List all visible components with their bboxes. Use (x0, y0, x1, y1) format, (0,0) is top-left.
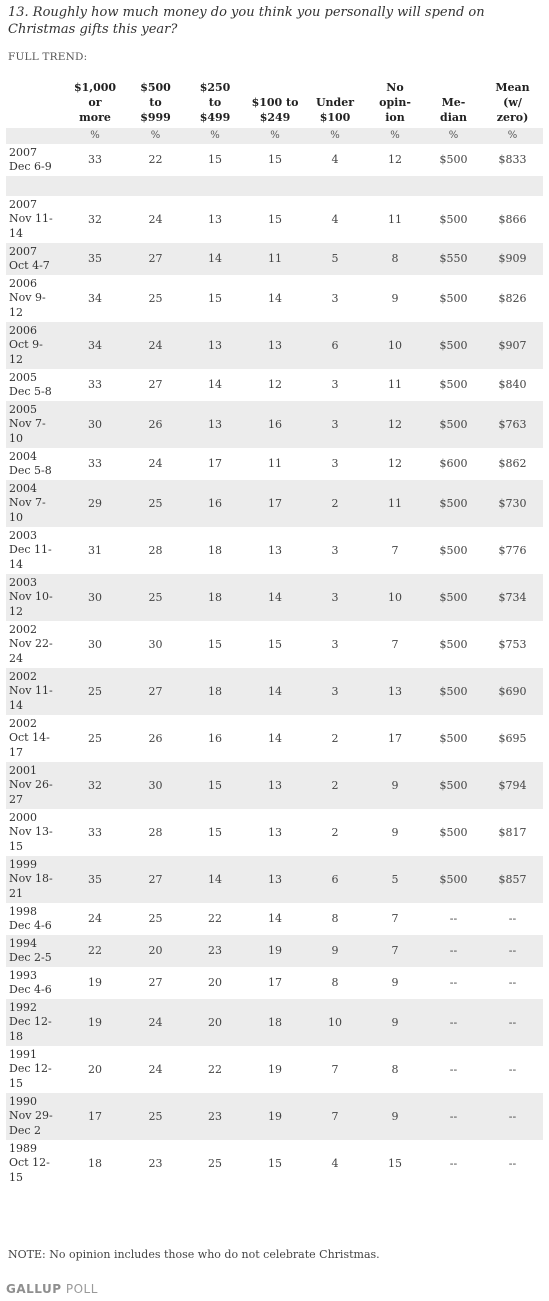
value-cell: 3 (331, 543, 339, 557)
footnote: NOTE: No opinion includes those who do not celebrate Christmas. (8, 1248, 380, 1261)
spacer-cell (6, 176, 543, 196)
value-cell: $794 (482, 762, 543, 809)
value-cell: -- (508, 1156, 517, 1170)
value-cell: 24 (126, 999, 185, 1046)
value-cell: 30 (64, 574, 126, 621)
value-cell: 3 (331, 291, 339, 305)
value-cell: 24 (148, 1062, 163, 1076)
value-cell: 7 (391, 912, 399, 925)
value-cell: 17 (64, 1093, 126, 1140)
value-cell: 12 (388, 153, 402, 166)
value-cell: -- (425, 935, 482, 967)
column-header: $100 to $249 (251, 96, 299, 124)
value-cell: -- (449, 1062, 458, 1076)
value-cell: 14 (208, 378, 222, 391)
value-cell: 20 (208, 976, 222, 989)
value-cell: $500 (425, 574, 482, 621)
value-cell: 15 (388, 1156, 402, 1170)
row-date: 2002 Nov 22- 24 (9, 622, 53, 665)
value-cell: 8 (331, 912, 339, 925)
value-cell: 11 (388, 212, 402, 226)
value-cell: 30 (64, 401, 126, 448)
value-cell: 17 (388, 731, 402, 745)
value-cell: 14 (245, 668, 305, 715)
unit-cell: % (365, 128, 425, 144)
value-cell: 10 (365, 574, 425, 621)
value-cell: 18 (88, 1156, 102, 1170)
unit-cell: % (64, 128, 126, 144)
value-cell: 23 (185, 935, 245, 967)
value-cell: 19 (245, 1093, 305, 1140)
table-row (6, 809, 543, 856)
value-cell: 14 (268, 912, 282, 925)
value-cell: 9 (305, 935, 365, 967)
value-cell: -- (482, 999, 543, 1046)
row-date: 2004 Dec 5-8 (9, 449, 52, 477)
table-row (6, 999, 543, 1046)
column-header: Me- dian (440, 96, 467, 124)
value-cell: 17 (245, 480, 305, 527)
table-row (6, 275, 543, 322)
table-row (6, 903, 543, 935)
row-date: 1992 Dec 12- 18 (6, 999, 64, 1046)
value-cell: 22 (208, 1062, 222, 1076)
gallup-poll-logo (6, 1282, 98, 1296)
value-cell: $500 (425, 668, 482, 715)
value-cell: 11 (268, 457, 282, 470)
value-cell: 30 (126, 762, 185, 809)
value-cell: $817 (498, 825, 527, 839)
column-header: $250 to $499 (199, 81, 231, 124)
value-cell: 15 (208, 291, 222, 305)
value-cell: 7 (365, 935, 425, 967)
row-date: 1989 Oct 12- 15 (9, 1141, 50, 1184)
value-cell: 22 (64, 935, 126, 967)
value-cell: 3 (305, 401, 365, 448)
value-cell: 3 (331, 637, 339, 651)
value-cell: 24 (126, 322, 185, 369)
value-cell: 13 (185, 401, 245, 448)
value-cell: 24 (148, 457, 163, 470)
value-cell: 22 (208, 912, 222, 925)
value-cell: 13 (208, 212, 222, 226)
value-cell: $500 (439, 153, 468, 166)
value-cell: $753 (498, 637, 527, 651)
value-cell: 9 (391, 976, 399, 989)
value-cell: 35 (64, 856, 126, 903)
value-cell: 3 (305, 668, 365, 715)
value-cell: 25 (148, 912, 163, 925)
value-cell: 32 (64, 762, 126, 809)
value-cell: 9 (365, 1093, 425, 1140)
value-cell: 12 (365, 401, 425, 448)
value-cell: 20 (88, 1062, 102, 1076)
value-cell: 3 (331, 457, 339, 470)
value-cell: $500 (425, 856, 482, 903)
value-cell: 14 (245, 574, 305, 621)
value-cell: 33 (88, 378, 102, 391)
value-cell: 25 (126, 480, 185, 527)
row-date: 2001 Nov 26- 27 (6, 762, 64, 809)
value-cell: 13 (245, 322, 305, 369)
table-row (6, 967, 543, 999)
value-cell: $833 (498, 153, 527, 166)
value-cell: 15 (185, 762, 245, 809)
value-cell: 27 (148, 976, 163, 989)
table-row (6, 196, 543, 243)
value-cell: 28 (148, 825, 163, 839)
value-cell: 9 (391, 291, 399, 305)
table-row (6, 243, 543, 275)
table-row (6, 715, 543, 762)
value-cell: 15 (268, 212, 282, 226)
question-text: 13. Roughly how much money do you think you personally will spend on Christmas gifts this year? (8, 5, 485, 37)
value-cell: -- (508, 1062, 517, 1076)
value-cell: 34 (88, 291, 102, 305)
value-cell: $826 (498, 291, 527, 305)
value-cell: 12 (268, 378, 282, 391)
row-date: 1998 Dec 4-6 (9, 904, 52, 932)
value-cell: 34 (64, 322, 126, 369)
value-cell: 17 (208, 457, 222, 470)
value-cell: 22 (148, 153, 163, 166)
value-cell: 5 (365, 856, 425, 903)
table-row (6, 621, 543, 668)
value-cell: 19 (268, 1062, 282, 1076)
table-row (6, 1046, 543, 1093)
value-cell: 19 (64, 999, 126, 1046)
logo-gallup: GALLUP (6, 1282, 62, 1296)
value-cell: 19 (88, 976, 102, 989)
unit-cell: % (305, 128, 365, 144)
table-body (6, 144, 543, 1187)
value-cell: 14 (268, 291, 282, 305)
unit-cell: % (185, 128, 245, 144)
row-date: 2005 Nov 7- 10 (6, 401, 64, 448)
unit-cell: % (126, 128, 185, 144)
value-cell: 4 (331, 153, 339, 166)
unit-row (6, 128, 543, 144)
column-header: $500 to $999 (140, 81, 171, 124)
value-cell: 33 (88, 825, 102, 839)
date-column-header (6, 77, 64, 128)
value-cell: 30 (88, 637, 102, 651)
value-cell: $857 (482, 856, 543, 903)
table-row (6, 448, 543, 480)
value-cell: $500 (439, 637, 468, 651)
value-cell: 13 (268, 825, 282, 839)
value-cell: 11 (245, 243, 305, 275)
value-cell: $776 (498, 543, 527, 557)
table-row (6, 144, 543, 176)
value-cell: 12 (388, 457, 402, 470)
value-cell: 24 (88, 912, 102, 925)
value-cell: 13 (245, 762, 305, 809)
value-cell: 9 (365, 762, 425, 809)
row-date: 2002 Oct 14- 17 (9, 716, 50, 759)
value-cell: 17 (268, 976, 282, 989)
row-date: 2000 Nov 13- 15 (9, 810, 53, 853)
column-header: Mean (w/ zero) (495, 81, 530, 124)
row-date: 1991 Dec 12- 15 (9, 1047, 52, 1090)
value-cell: $500 (425, 401, 482, 448)
value-cell: 33 (88, 153, 102, 166)
table-row (6, 369, 543, 401)
value-cell: 7 (391, 543, 399, 557)
value-cell: 33 (88, 457, 102, 470)
value-cell: $909 (482, 243, 543, 275)
results-table (6, 77, 543, 1187)
value-cell: $862 (498, 457, 527, 470)
value-cell: 15 (208, 825, 222, 839)
table-row (6, 935, 543, 967)
value-cell: $907 (482, 322, 543, 369)
value-cell: $500 (439, 212, 468, 226)
value-cell: 23 (148, 1156, 163, 1170)
value-cell: 13 (185, 322, 245, 369)
trend-label: FULL TREND: (8, 51, 88, 63)
value-cell: 27 (126, 856, 185, 903)
value-cell: $730 (482, 480, 543, 527)
value-cell: 14 (185, 243, 245, 275)
value-cell: -- (449, 912, 458, 925)
value-cell: 19 (245, 935, 305, 967)
value-cell: 3 (305, 574, 365, 621)
value-cell: 11 (388, 378, 402, 391)
value-cell: 18 (185, 574, 245, 621)
value-cell: $763 (482, 401, 543, 448)
value-cell: 27 (126, 668, 185, 715)
value-cell: 13 (268, 543, 282, 557)
value-cell: 25 (148, 291, 163, 305)
value-cell: 25 (126, 574, 185, 621)
value-cell: 2 (331, 825, 339, 839)
value-cell: 28 (148, 543, 163, 557)
value-cell: 11 (365, 480, 425, 527)
value-cell: $500 (439, 543, 468, 557)
value-cell: 14 (268, 731, 282, 745)
value-cell: 25 (88, 731, 102, 745)
value-cell: 15 (208, 637, 222, 651)
value-cell: 3 (331, 378, 339, 391)
table-row (6, 574, 543, 621)
row-date: 2005 Dec 5-8 (9, 370, 52, 398)
value-cell: 20 (185, 999, 245, 1046)
value-cell: 35 (64, 243, 126, 275)
value-cell: -- (482, 1093, 543, 1140)
value-cell: 8 (391, 1062, 399, 1076)
value-cell: -- (425, 999, 482, 1046)
value-cell: 8 (331, 976, 339, 989)
row-date: 2007 Nov 11- 14 (9, 197, 53, 240)
value-cell: -- (449, 976, 458, 989)
value-cell: 9 (391, 825, 399, 839)
value-cell: $500 (439, 378, 468, 391)
value-cell: 8 (365, 243, 425, 275)
unit-cell: % (245, 128, 305, 144)
table-row (6, 856, 543, 903)
value-cell: 4 (331, 212, 339, 226)
value-cell: $734 (482, 574, 543, 621)
value-cell: 24 (148, 212, 163, 226)
value-cell: 26 (148, 731, 163, 745)
row-date: 1999 Nov 18- 21 (6, 856, 64, 903)
column-header: Under $100 (315, 96, 355, 124)
value-cell: $500 (439, 825, 468, 839)
table-row (6, 480, 543, 527)
column-header: No opin- ion (379, 81, 411, 124)
value-cell: 13 (365, 668, 425, 715)
value-cell: 6 (305, 856, 365, 903)
value-cell: $500 (439, 291, 468, 305)
value-cell: 14 (185, 856, 245, 903)
value-cell: 13 (245, 856, 305, 903)
value-cell: 10 (365, 322, 425, 369)
header-row (6, 77, 543, 128)
value-cell: 10 (305, 999, 365, 1046)
column-header: $1,000 or more (73, 81, 117, 124)
value-cell: 9 (365, 999, 425, 1046)
table-row (6, 1140, 543, 1187)
table-row (6, 762, 543, 809)
value-cell: 2 (305, 480, 365, 527)
value-cell: -- (508, 912, 517, 925)
value-cell: 7 (305, 1093, 365, 1140)
value-cell: $500 (439, 731, 468, 745)
value-cell: 15 (208, 153, 222, 166)
value-cell: 7 (391, 637, 399, 651)
row-date: 2007 Oct 4-7 (6, 243, 64, 275)
value-cell: 30 (148, 637, 163, 651)
value-cell: 15 (268, 1156, 282, 1170)
value-cell: 2 (305, 762, 365, 809)
value-cell: 27 (126, 243, 185, 275)
value-cell: 18 (208, 543, 222, 557)
value-cell: 7 (331, 1062, 339, 1076)
row-date: 2006 Nov 9- 12 (9, 276, 46, 319)
row-date: 1994 Dec 2-5 (6, 935, 64, 967)
value-cell: 20 (126, 935, 185, 967)
value-cell: $500 (425, 480, 482, 527)
value-cell: 16 (245, 401, 305, 448)
value-cell: 23 (185, 1093, 245, 1140)
row-date: 1993 Dec 4-6 (9, 968, 52, 996)
row-date: 2003 Dec 11- 14 (9, 528, 52, 571)
row-date: 2004 Nov 7- 10 (6, 480, 64, 527)
row-date: 2006 Oct 9- 12 (6, 322, 64, 369)
value-cell: 18 (185, 668, 245, 715)
value-cell: 15 (268, 153, 282, 166)
value-cell: 27 (148, 378, 163, 391)
row-date: 2003 Nov 10- 12 (6, 574, 64, 621)
value-cell: $695 (498, 731, 527, 745)
value-cell: 18 (245, 999, 305, 1046)
value-cell: 4 (331, 1156, 339, 1170)
value-cell: $500 (425, 762, 482, 809)
table-row (6, 322, 543, 369)
value-cell: 25 (126, 1093, 185, 1140)
value-cell: $840 (498, 378, 527, 391)
value-cell: 2 (331, 731, 339, 745)
value-cell: 5 (305, 243, 365, 275)
row-date: 2002 Nov 11- 14 (6, 668, 64, 715)
value-cell: 31 (88, 543, 102, 557)
table-row (6, 527, 543, 574)
value-cell: 6 (305, 322, 365, 369)
value-cell: 29 (64, 480, 126, 527)
value-cell: $550 (425, 243, 482, 275)
row-date: 1990 Nov 29- Dec 2 (6, 1093, 64, 1140)
spacer-row (6, 176, 543, 196)
value-cell: -- (508, 976, 517, 989)
value-cell: 15 (268, 637, 282, 651)
unit-cell: % (425, 128, 482, 144)
value-cell: 16 (185, 480, 245, 527)
value-cell: -- (482, 935, 543, 967)
unit-cell-blank (6, 128, 64, 144)
value-cell: 32 (88, 212, 102, 226)
value-cell: -- (425, 1093, 482, 1140)
value-cell: $600 (439, 457, 468, 470)
value-cell: $866 (498, 212, 527, 226)
value-cell: -- (449, 1156, 458, 1170)
value-cell: 16 (208, 731, 222, 745)
unit-cell: % (482, 128, 543, 144)
table-row (6, 401, 543, 448)
value-cell: 25 (64, 668, 126, 715)
table-row (6, 668, 543, 715)
value-cell: 25 (208, 1156, 222, 1170)
value-cell: $690 (482, 668, 543, 715)
table-row (6, 1093, 543, 1140)
value-cell: $500 (425, 322, 482, 369)
value-cell: 26 (126, 401, 185, 448)
logo-poll: POLL (61, 1282, 98, 1296)
row-date: 2007 Dec 6-9 (9, 145, 52, 173)
